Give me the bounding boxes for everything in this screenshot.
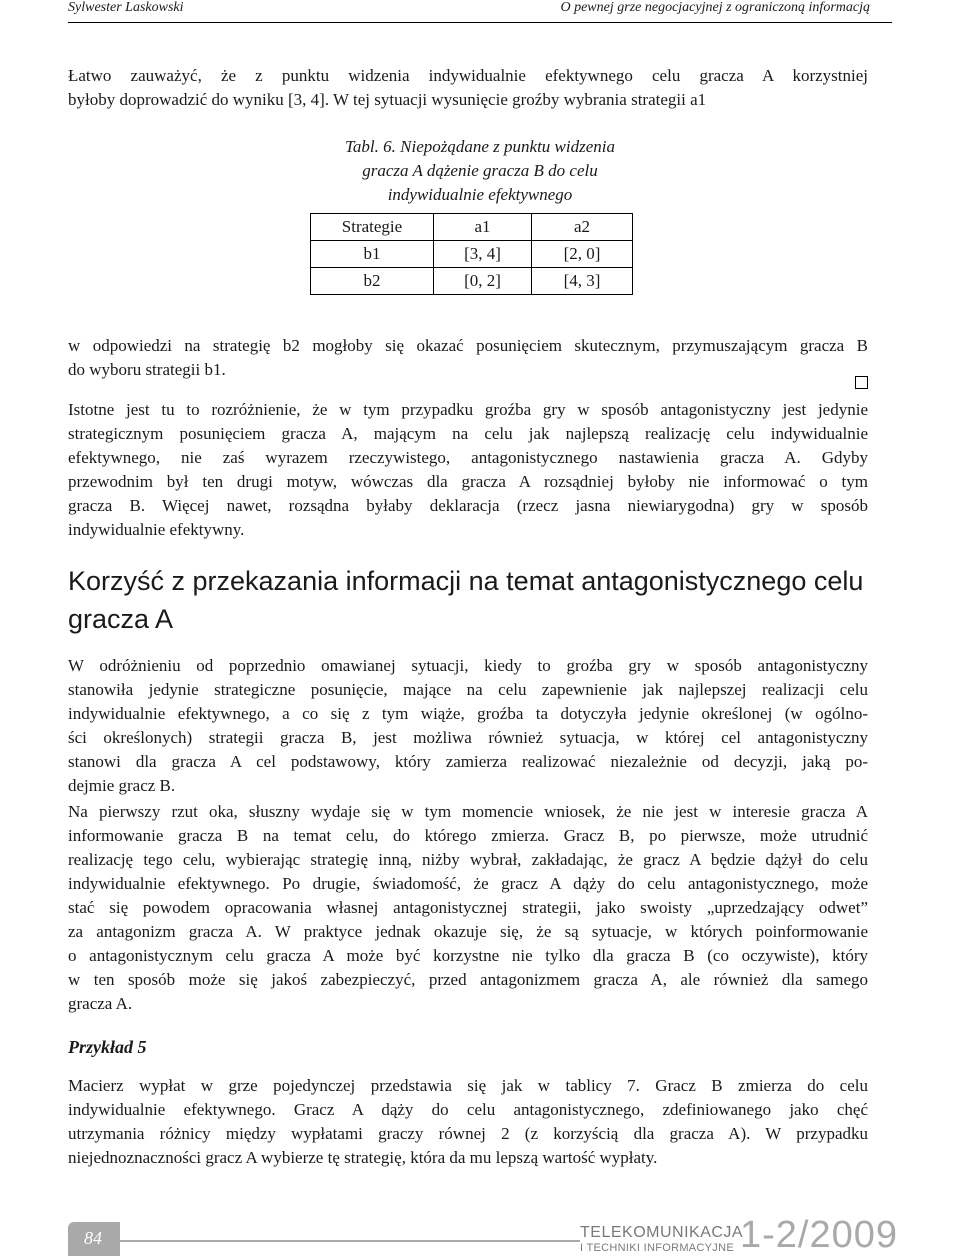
text-line: informowanie gracza B na temat celu, do którego zmierza. Gracz B, po pierwsze, może utrudnić — [68, 826, 868, 845]
section-heading — [68, 562, 863, 638]
text-line: za antagonizm gracza A. W praktyce jednak okazuje się, że są sytuacje, w których poinformowanie — [68, 922, 868, 941]
text-line: utrzymania różnicy między wypłatami graczy równej 2 (z korzyścią dla gracza A). W przypadku — [68, 1124, 868, 1143]
text-line: indywidualnie efektywnego, a co się z tym wiąże, groźba ta dotyczyła jedynie określonej (w ogólno- — [68, 704, 868, 723]
header-rule — [68, 22, 892, 23]
paragraph-example — [68, 1074, 868, 1170]
table-cell: [4, 3] — [532, 268, 633, 295]
text-line: w ten sposób może się jakoś zabezpieczyć, przed antagonizmem gracza A, ale również dla samego — [68, 970, 868, 989]
table-row — [311, 241, 633, 268]
footer-rule — [120, 1240, 580, 1242]
heading-line: gracza A — [68, 604, 174, 634]
table-caption — [300, 135, 660, 207]
payoff-table — [310, 213, 633, 295]
text-line: realizację tego celu, wybierając strategię inną, niżby wybrał, zakładając, że gracz A będzie dążył do celu — [68, 850, 868, 869]
page-number: 84 — [84, 1228, 102, 1248]
text-line: ści określonych) strategii gracza B, jest możliwa również sytuacja, w której cel antagonistyczny — [68, 728, 868, 747]
text-line: Istotne jest tu to rozróżnienie, że w tym przypadku groźba gry w sposób antagonistyczny jest jedynie — [68, 400, 868, 419]
text-line: gracza A. — [68, 994, 133, 1013]
journal-name-line2: I TECHNIKI INFORMACYJNE — [580, 1242, 734, 1254]
running-header-author: Sylwester Laskowski — [68, 0, 184, 15]
table-cell: [3, 4] — [434, 241, 532, 268]
text-line: strategicznym posunięciem gracza A, mającym na celu jak najlepszą realizację celu indywidualnie — [68, 424, 868, 443]
journal-issue: 1-2/2009 — [740, 1214, 899, 1256]
journal-name-line1: TELEKOMUNIKACJA — [580, 1224, 744, 1241]
running-header-title: O pewnej grze negocjacyjnej z ograniczoną informacją — [560, 0, 870, 15]
caption-line: gracza A dążenie gracza B do celu — [362, 161, 598, 180]
text-line: gracza B. Więcej nawet, rozsądna byłaby deklaracja (rzecz jasna niewiarygodna) gry w sposób — [68, 496, 868, 515]
text-line: indywidualnie efektywnego. Gracz A dąży do celu antagonistycznego, zdefiniowanego jako chęć — [68, 1100, 868, 1119]
example-heading: Przykład 5 — [68, 1037, 147, 1057]
table-row — [311, 268, 633, 295]
heading-line: Korzyść z przekazania informacji na temat antagonistycznego celu — [68, 566, 864, 596]
text-line: stanowiła jedynie strategiczne posunięcie, mające na celu zapewnienie jak najlepszej realizacji celu — [68, 680, 868, 699]
text-line: dejmie gracz B. — [68, 776, 176, 795]
text-line: W odróżnieniu od poprzednio omawianej sytuacji, kiedy to groźba gry w sposób antagonistyczny — [68, 656, 868, 675]
table-header-cell: a1 — [434, 214, 532, 241]
paragraph-intro — [68, 64, 868, 112]
paragraph-first-glance — [68, 800, 868, 1016]
table-cell: [0, 2] — [434, 268, 532, 295]
text-line: Na pierwszy rzut oka, słuszny wydaje się w tym momencie wniosek, że nie jest w interesie gracza A — [68, 802, 868, 821]
text-line: indywidualnie efektywny. — [68, 520, 245, 539]
table-cell: b2 — [311, 268, 434, 295]
text-line: stać się powodem opracowania własnej antagonistycznej strategii, jako swoisty „uprzedzający odwet” — [68, 898, 868, 917]
paragraph-contrast — [68, 654, 868, 798]
text-line: byłoby doprowadzić do wyniku [3, 4]. W tej sytuacji wysunięcie groźby wybrania strategii a1 — [68, 90, 707, 109]
text-line: Macierz wypłat w grze pojedynczej przedstawia się jak w tablicy 7. Gracz B zmierza do celu — [68, 1076, 868, 1095]
text-line: przewodnim był ten drugi motyw, wówczas dla gracza A rozsądniej byłoby nie informować o tym — [68, 472, 868, 491]
table-header-cell: Strategie — [311, 214, 434, 241]
caption-line: indywidualnie efektywnego — [387, 185, 573, 204]
text-line: do wyboru strategii b1. — [68, 360, 226, 379]
text-line: niejednoznaczności gracz A wybierze tę strategię, która da mu lepszą wartość wypłaty. — [68, 1148, 658, 1167]
caption-line: Tabl. 6. Niepożądane z punktu widzenia — [345, 137, 615, 156]
text-line: stanowi dla gracza A cel podstawowy, który zamierza realizować niezależnie od decyzji, jaką po- — [68, 752, 868, 771]
text-line: o antagonistycznym celu gracza A może być korzystne nie tylko dla gracza B (co oczywiste), który — [68, 946, 868, 965]
text-line: Łatwo zauważyć, że z punktu widzenia indywidualnie efektywnego celu gracza A korzystniej — [68, 66, 868, 85]
text-line: w odpowiedzi na strategię b2 mogłoby się okazać posunięciem skutecznym, przymuszającym gracza B — [68, 336, 868, 355]
table-cell: [2, 0] — [532, 241, 633, 268]
table-header-cell: a2 — [532, 214, 633, 241]
text-line: indywidualnie efektywnego. Po drugie, świadomość, że gracz A dąży do celu antagonistycznego, może — [68, 874, 868, 893]
paragraph-continuation — [68, 334, 868, 382]
table-header-row — [311, 214, 633, 241]
table-cell: b1 — [311, 241, 434, 268]
paragraph-distinction — [68, 398, 868, 542]
end-of-proof-square-icon — [855, 376, 868, 389]
text-line: efektywnego, nie zaś wyrazem rzeczywistego, antagonistycznego nastawienia gracza A. Gdyby — [68, 448, 868, 467]
